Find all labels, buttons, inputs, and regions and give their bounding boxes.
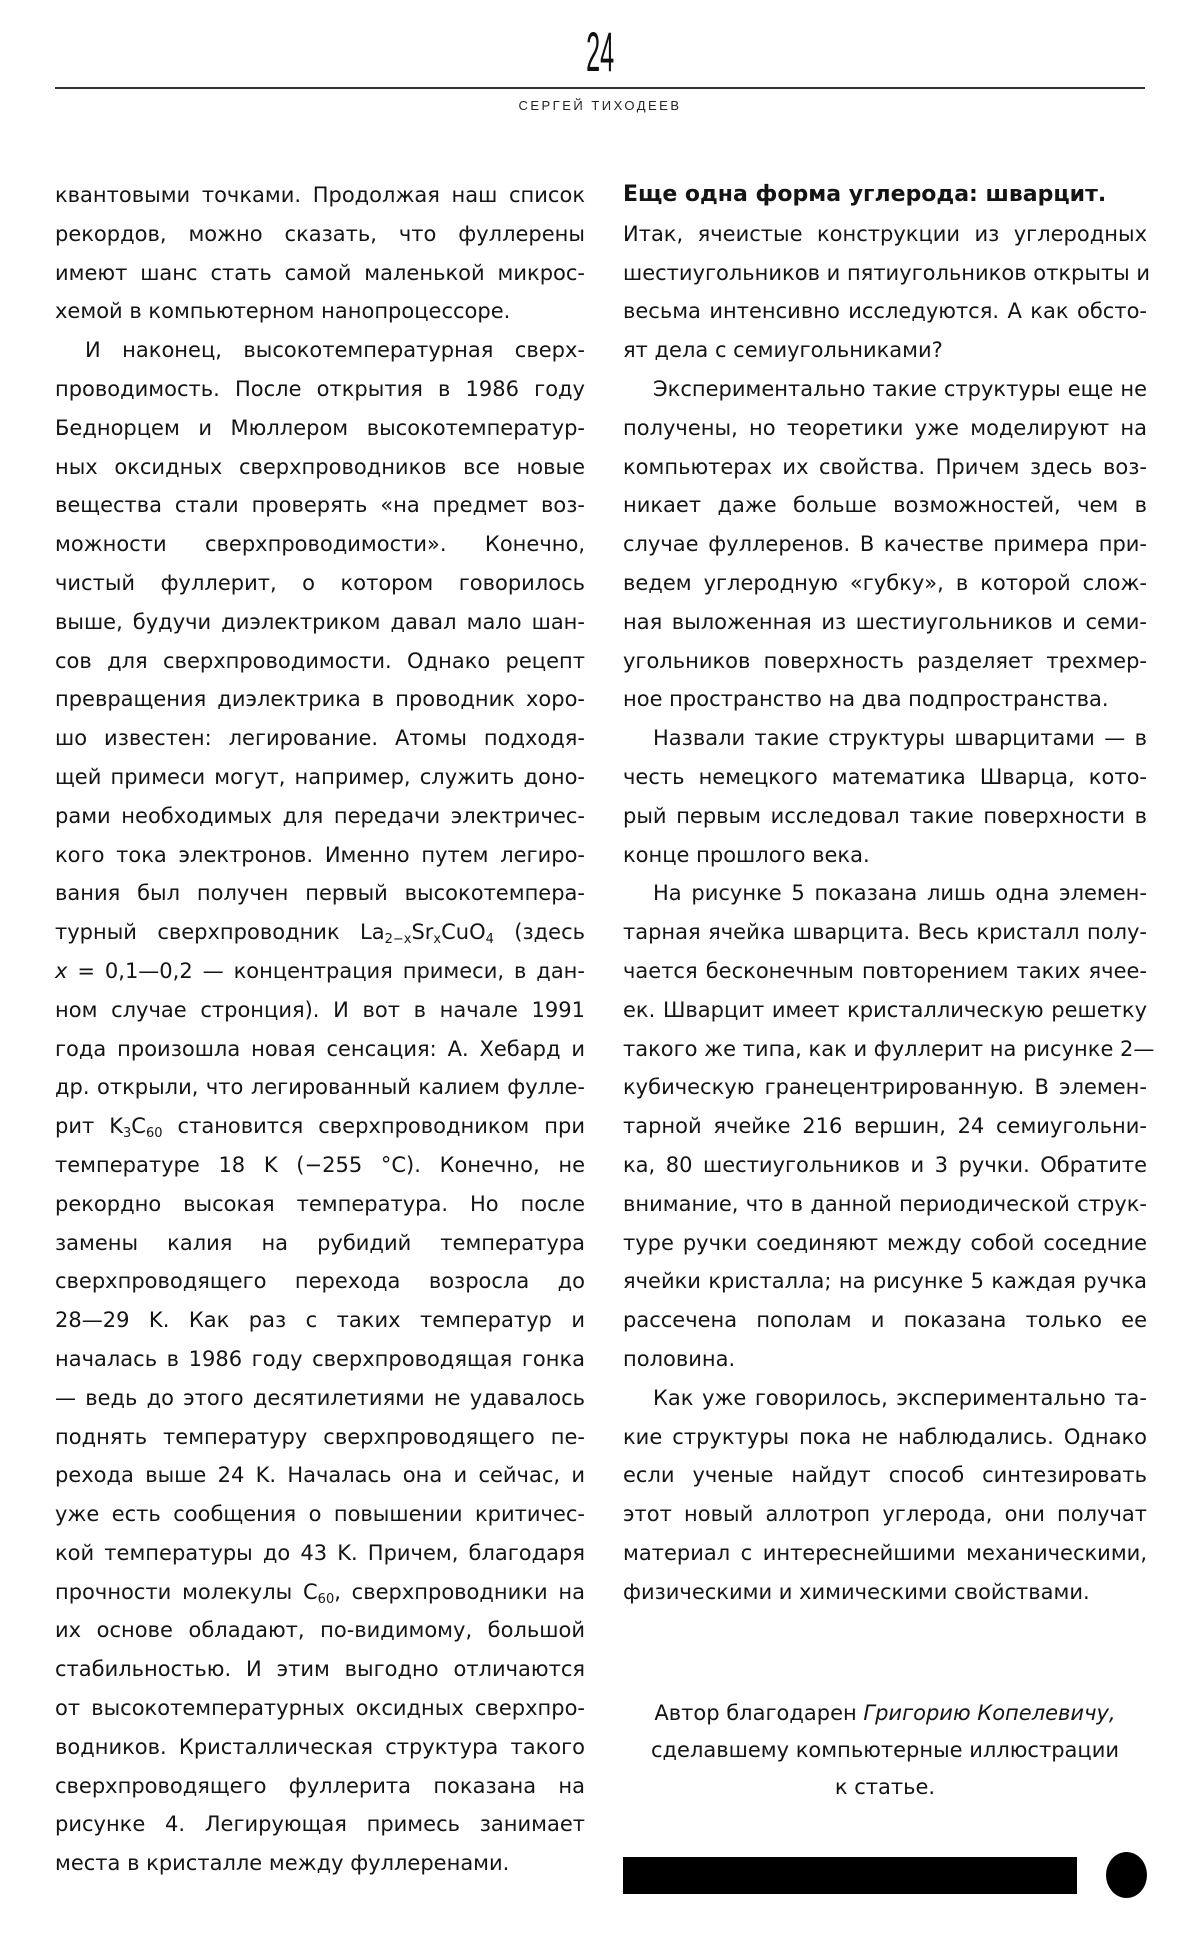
text-fragment: проводимость. После открытия в 1986 году	[55, 376, 585, 401]
left-column	[55, 176, 585, 1883]
text-fragment: Экспериментально такие структуры еще не	[653, 376, 1147, 401]
text-fragment: кой температуры до 43 K. Причем, благодаря	[55, 1540, 585, 1565]
text-line	[623, 991, 1147, 1030]
text-fragment: кие структуры пока не наблюдались. Однако	[623, 1424, 1147, 1449]
text-fragment: становится сверхпроводником при	[162, 1114, 585, 1139]
subscript: 2−x	[384, 932, 412, 948]
text-line	[623, 758, 1147, 797]
text-line	[55, 1068, 585, 1107]
text-line	[623, 370, 1147, 409]
text-line	[55, 1379, 585, 1418]
text-fragment: внимание, что в данной периодической струк-	[623, 1191, 1147, 1216]
text-line	[623, 1301, 1147, 1340]
text-fragment: температуре 18 K (−255 °C). Конечно, не	[55, 1152, 585, 1177]
text-fragment: сов для сверхпроводимости. Однако рецепт	[55, 648, 585, 673]
text-fragment: их основе обладают, по-видимому, большой	[55, 1618, 585, 1643]
text-line	[55, 1340, 585, 1379]
section-heading	[623, 176, 1147, 215]
subscript: 3	[123, 1126, 132, 1142]
text-line	[55, 1534, 585, 1573]
text-fragment: такого же типа, как и фуллерит на рисунке 2—	[623, 1036, 1155, 1061]
text-line	[623, 603, 1147, 642]
text-line	[55, 331, 585, 370]
text-fragment: угольников поверхность разделяет трехмер-	[623, 648, 1147, 673]
text-line	[623, 448, 1147, 487]
text-fragment: ят дела с семиугольниками?	[623, 338, 943, 363]
text-fragment: (здесь	[493, 920, 585, 945]
text-line	[55, 1301, 585, 1340]
text-fragment: превращения диэлектрика в проводник хоро-	[55, 687, 585, 712]
text-line	[623, 331, 1147, 370]
text-line	[55, 409, 585, 448]
text-line	[623, 1068, 1147, 1107]
text-line	[55, 1573, 585, 1612]
subscript: 60	[145, 1126, 163, 1142]
text-line	[55, 1146, 585, 1185]
text-line	[55, 1611, 585, 1650]
text-fragment: уже есть сообщения о повышении критичес-	[55, 1502, 585, 1527]
text-line	[55, 642, 585, 681]
text-fragment: кого тока электронов. Именно путем легиро-	[55, 842, 585, 867]
text-line	[55, 292, 585, 331]
text-fragment: материал с интереснейшими механическими,	[623, 1540, 1147, 1565]
text-fragment: вещества стали проверять «на предмет воз-	[55, 493, 585, 518]
text-line	[623, 254, 1151, 293]
text-fragment: ных оксидных сверхпроводников все новые	[55, 454, 585, 479]
text-fragment: ное пространство на два подпространства.	[623, 687, 1109, 712]
text-line	[55, 1767, 585, 1806]
text-fragment: места в кристалле между фуллеренами.	[55, 1851, 510, 1876]
ack-line-1	[623, 1695, 1147, 1732]
text-line	[55, 254, 585, 293]
text-line	[623, 874, 1147, 913]
text-fragment: туре ручки соединяют между собой соседние	[623, 1230, 1147, 1255]
text-line	[55, 991, 585, 1030]
text-line	[55, 1030, 585, 1069]
subscript: x	[433, 932, 442, 948]
text-fragment: половина.	[623, 1346, 736, 1371]
text-fragment: И наконец, высокотемпературная сверх-	[85, 338, 585, 363]
text-line	[55, 486, 585, 525]
ack-text: Автор благодарен	[654, 1701, 864, 1725]
text-fragment: турный сверхпроводник La	[55, 920, 385, 945]
text-line	[55, 215, 585, 254]
text-line	[55, 1418, 585, 1457]
text-line	[623, 1224, 1147, 1263]
text-fragment: На рисунке 5 показана лишь одна элемен-	[653, 881, 1147, 906]
text-fragment: , сверхпроводники на	[334, 1579, 585, 1604]
text-fragment: тарная ячейка шварцита. Весь кристалл полу-	[623, 920, 1147, 945]
text-fragment: водников. Кристаллическая структура такого	[55, 1734, 585, 1759]
text-fragment: ведем углеродную «губку», в которой слож-	[623, 570, 1147, 595]
text-line	[55, 1224, 585, 1263]
text-line	[623, 1340, 1147, 1379]
text-fragment: рами необходимых для передачи электричес-	[55, 803, 585, 828]
text-fragment: рисунке 4. Легирующая примесь занимает	[55, 1812, 585, 1837]
text-fragment: весьма интенсивно исследуются. А как обсто-	[623, 299, 1147, 324]
text-fragment: прочности молекулы C	[55, 1579, 318, 1604]
text-line	[623, 836, 1147, 875]
text-fragment: сверхпроводящего перехода возросла до	[55, 1269, 585, 1294]
text-fragment: рехода выше 24 K. Началась она и сейчас, и	[55, 1463, 585, 1488]
running-header-author: СЕРГЕЙ ТИХОДЕЕВ	[518, 98, 682, 113]
text-fragment: выше, будучи диэлектриком давал мало шан-	[55, 609, 585, 634]
text-fragment: никает даже больше возможностей, чем в	[623, 493, 1147, 518]
text-line	[623, 525, 1147, 564]
text-fragment: ка, 80 шестиугольников и 3 ручки. Обратите	[623, 1152, 1147, 1177]
text-fragment: случае фуллеренов. В качестве примера при-	[623, 532, 1147, 557]
text-line	[623, 1495, 1147, 1534]
text-fragment: компьютерах их свойства. Причем здесь воз-	[623, 454, 1147, 479]
right-column	[623, 176, 1155, 1611]
text-line	[623, 1146, 1147, 1185]
text-fragment: от высокотемпературных оксидных сверхпро-	[55, 1696, 585, 1721]
text-fragment: началась в 1986 году сверхпроводящая гонка	[55, 1346, 585, 1371]
text-fragment: кубическую гранецентрированную. В элемен-	[623, 1075, 1147, 1100]
text-fragment: физическими и химическими свойствами.	[623, 1579, 1090, 1604]
text-fragment: x	[55, 958, 68, 983]
text-fragment: Как уже говорилось, экспериментально та-	[653, 1385, 1147, 1410]
text-fragment: рекордов, можно сказать, что фуллерены	[55, 221, 585, 246]
text-fragment: шо известен: легирование. Атомы подходя-	[55, 726, 585, 751]
text-fragment: ячейки кристалла; на рисунке 5 каждая ручка	[623, 1269, 1147, 1294]
text-fragment: можности сверхпроводимости». Конечно,	[55, 532, 585, 557]
page-number	[0, 22, 1200, 82]
text-fragment: получены, но теоретики уже моделируют на	[623, 415, 1147, 440]
text-fragment: конце прошлого века.	[623, 842, 870, 867]
text-fragment: рекордно высокая температура. Но после	[55, 1191, 585, 1216]
text-fragment: замены калия на рубидий температура	[55, 1230, 585, 1255]
text-line	[623, 486, 1147, 525]
text-line	[55, 1650, 585, 1689]
text-fragment: тарной ячейке 216 вершин, 24 семиугольни-	[623, 1114, 1147, 1139]
text-fragment: CuO	[441, 920, 486, 945]
text-fragment: = 0,1—0,2 — концентрация примеси, в дан-	[67, 958, 585, 983]
text-line	[623, 642, 1147, 681]
text-fragment: шестиугольников и пятиугольников открыты и	[623, 260, 1151, 285]
text-line	[55, 797, 585, 836]
text-line	[55, 448, 585, 487]
text-line	[55, 525, 585, 564]
text-fragment: ек. Шварцит имеет кристаллическую решетку	[623, 997, 1147, 1022]
text-fragment: квантовыми точками. Продолжая наш список	[55, 183, 585, 207]
text-line	[55, 564, 585, 603]
text-line	[55, 176, 585, 215]
text-fragment: ном случае стронция). И вот в начале 1991	[55, 997, 585, 1022]
text-line	[623, 797, 1147, 836]
text-fragment: поднять температуру сверхпроводящего пе-	[55, 1424, 585, 1449]
text-fragment: Итак, ячеистые конструкции из углеродных	[623, 221, 1147, 246]
text-fragment: C	[131, 1114, 146, 1139]
text-fragment: Sr	[411, 920, 434, 945]
ack-line-2: сделавшему компьютерные иллюстрации	[650, 1738, 1120, 1762]
acknowledgment	[623, 1695, 1147, 1806]
text-line	[55, 1728, 585, 1767]
text-fragment: щей примеси могут, например, служить доно-	[55, 764, 585, 789]
ack-name: Григорию Копелевичу,	[863, 1701, 1116, 1725]
text-fragment: этот новый аллотроп углерода, они получат	[623, 1502, 1147, 1527]
text-line	[55, 680, 585, 719]
text-fragment: — ведь до этого десятилетиями не удавалось	[55, 1385, 585, 1410]
end-dot-decoration	[1106, 1852, 1147, 1898]
text-line	[623, 1107, 1147, 1146]
text-line	[55, 874, 585, 913]
text-line	[55, 1805, 585, 1844]
text-line	[623, 1030, 1155, 1069]
text-fragment: сверхпроводящего фуллерита показана на	[55, 1773, 585, 1798]
text-line	[623, 409, 1147, 448]
text-fragment: вания был получен первый высокотемпера-	[55, 881, 585, 906]
text-fragment: имеют шанс стать самой маленькой микрос-	[55, 260, 585, 285]
text-fragment: хемой в компьютерном нанопроцессоре.	[55, 299, 511, 324]
text-fragment: Назвали такие структуры шварцитами — в	[653, 726, 1147, 751]
text-line	[55, 719, 585, 758]
subscript: 60	[317, 1591, 335, 1607]
text-fragment: года произошла новая сенсация: А. Хебард и	[55, 1036, 585, 1061]
text-line	[623, 1379, 1147, 1418]
text-line	[623, 1262, 1147, 1301]
text-line	[623, 680, 1147, 719]
text-line	[623, 1456, 1147, 1495]
text-line	[623, 1534, 1147, 1573]
text-line	[623, 719, 1147, 758]
text-line	[55, 1844, 585, 1883]
text-line	[55, 1689, 585, 1728]
text-line	[55, 913, 585, 952]
text-line	[55, 836, 585, 875]
text-line	[55, 603, 585, 642]
text-fragment: рит K	[55, 1114, 124, 1139]
text-fragment: стабильностью. И этим выгодно отличаются	[55, 1657, 585, 1682]
subscript: 4	[485, 932, 494, 948]
text-fragment: чается бесконечным повторением таких ячее-	[623, 958, 1147, 983]
header-rule	[55, 87, 1145, 89]
text-fragment: рый первым исследовал такие поверхности в	[623, 803, 1147, 828]
text-line	[623, 952, 1147, 991]
text-line	[55, 1107, 585, 1146]
text-line	[623, 1185, 1147, 1224]
text-line	[623, 1418, 1147, 1457]
text-fragment: Беднорцем и Мюллером высокотемператур-	[55, 415, 585, 440]
text-fragment: чистый фуллерит, о котором говорилось	[55, 570, 585, 595]
ack-line-3: к статье.	[834, 1775, 936, 1799]
text-line	[623, 292, 1147, 331]
text-line	[55, 1495, 585, 1534]
text-line	[55, 1262, 585, 1301]
text-line	[623, 1573, 1147, 1612]
text-line	[55, 370, 585, 409]
text-fragment: честь немецкого математика Шварца, кото-	[623, 764, 1147, 789]
text-line	[623, 564, 1147, 603]
text-line	[55, 952, 585, 991]
text-fragment: 28—29 K. Как раз с таких температур и	[55, 1308, 585, 1333]
text-fragment: рассечена пополам и показана только ее	[623, 1308, 1147, 1333]
end-bar-decoration	[623, 1857, 1077, 1894]
text-line	[623, 913, 1147, 952]
page-number-text: 24	[585, 20, 615, 83]
text-fragment: если ученые найдут способ синтезировать	[623, 1463, 1147, 1488]
text-fragment: Еще одна форма углерода: шварцит.	[623, 182, 1107, 207]
text-line	[623, 215, 1147, 254]
text-fragment: ная выложенная из шестиугольников и семи-	[623, 609, 1147, 634]
text-fragment: др. открыли, что легированный калием фулле-	[55, 1075, 585, 1100]
text-line	[55, 758, 585, 797]
text-line	[55, 1185, 585, 1224]
text-line	[55, 1456, 585, 1495]
